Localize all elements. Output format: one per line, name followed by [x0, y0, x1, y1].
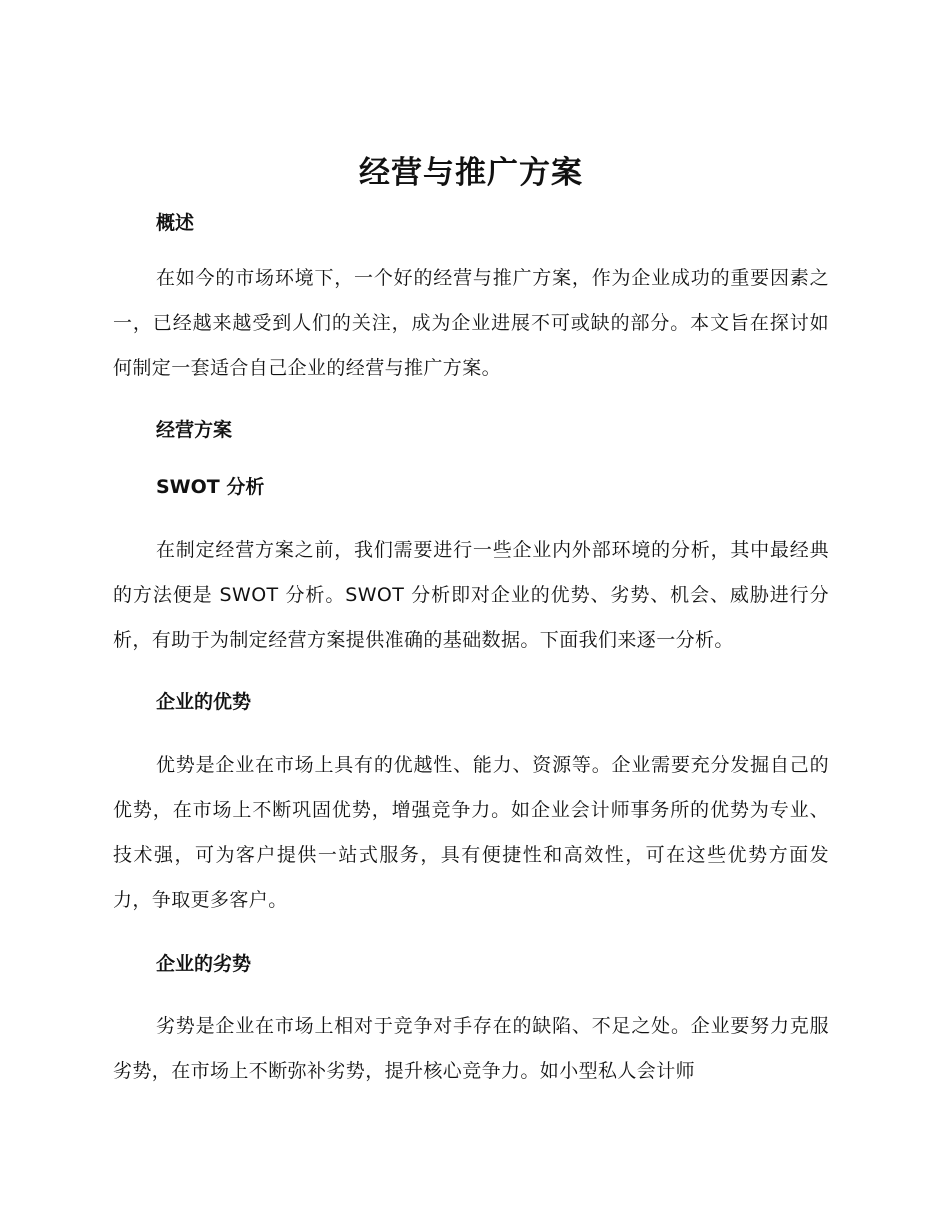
- heading-strengths: 企业的优势: [156, 691, 252, 713]
- heading-overview: 概述: [156, 212, 195, 234]
- heading-swot-analysis: SWOT 分析: [156, 476, 265, 498]
- paragraph-overview: 在如今的市场环境下，一个好的经营与推广方案，作为企业成功的重要因素之一，已经越来越受到人们的关注，成为企业进展不可或缺的部分。本文旨在探讨如何制定一套适合自己企业的经营与推广方案。: [113, 267, 829, 379]
- paragraph-weaknesses: 劣势是企业在市场上相对于竞争对手存在的缺陷、不足之处。企业要努力克服劣势，在市场上不断弥补劣势，提升核心竞争力。如小型私人会计师: [113, 1015, 829, 1082]
- heading-weaknesses: 企业的劣势: [156, 953, 252, 975]
- document-title: 经营与推广方案: [359, 155, 583, 191]
- document-page: [113, 150, 829, 1094]
- paragraph-strengths: 优势是企业在市场上具有的优越性、能力、资源等。企业需要充分发掘自己的优势，在市场上不断巩固优势，增强竞争力。如企业会计师事务所的优势为专业、技术强，可为客户提供一站式服务，具有便捷性和高效性，可在这些优势方面发力，争取更多客户。: [113, 754, 829, 911]
- paragraph-swot: 在制定经营方案之前，我们需要进行一些企业内外部环境的分析，其中最经典的方法便是 SWOT 分析。SWOT 分析即对企业的优势、劣势、机会、威胁进行分析，有助于为制定经营方案提供准确的基础数据。下面我们来逐一分析。: [113, 539, 829, 651]
- heading-business-plan: 经营方案: [156, 419, 233, 441]
